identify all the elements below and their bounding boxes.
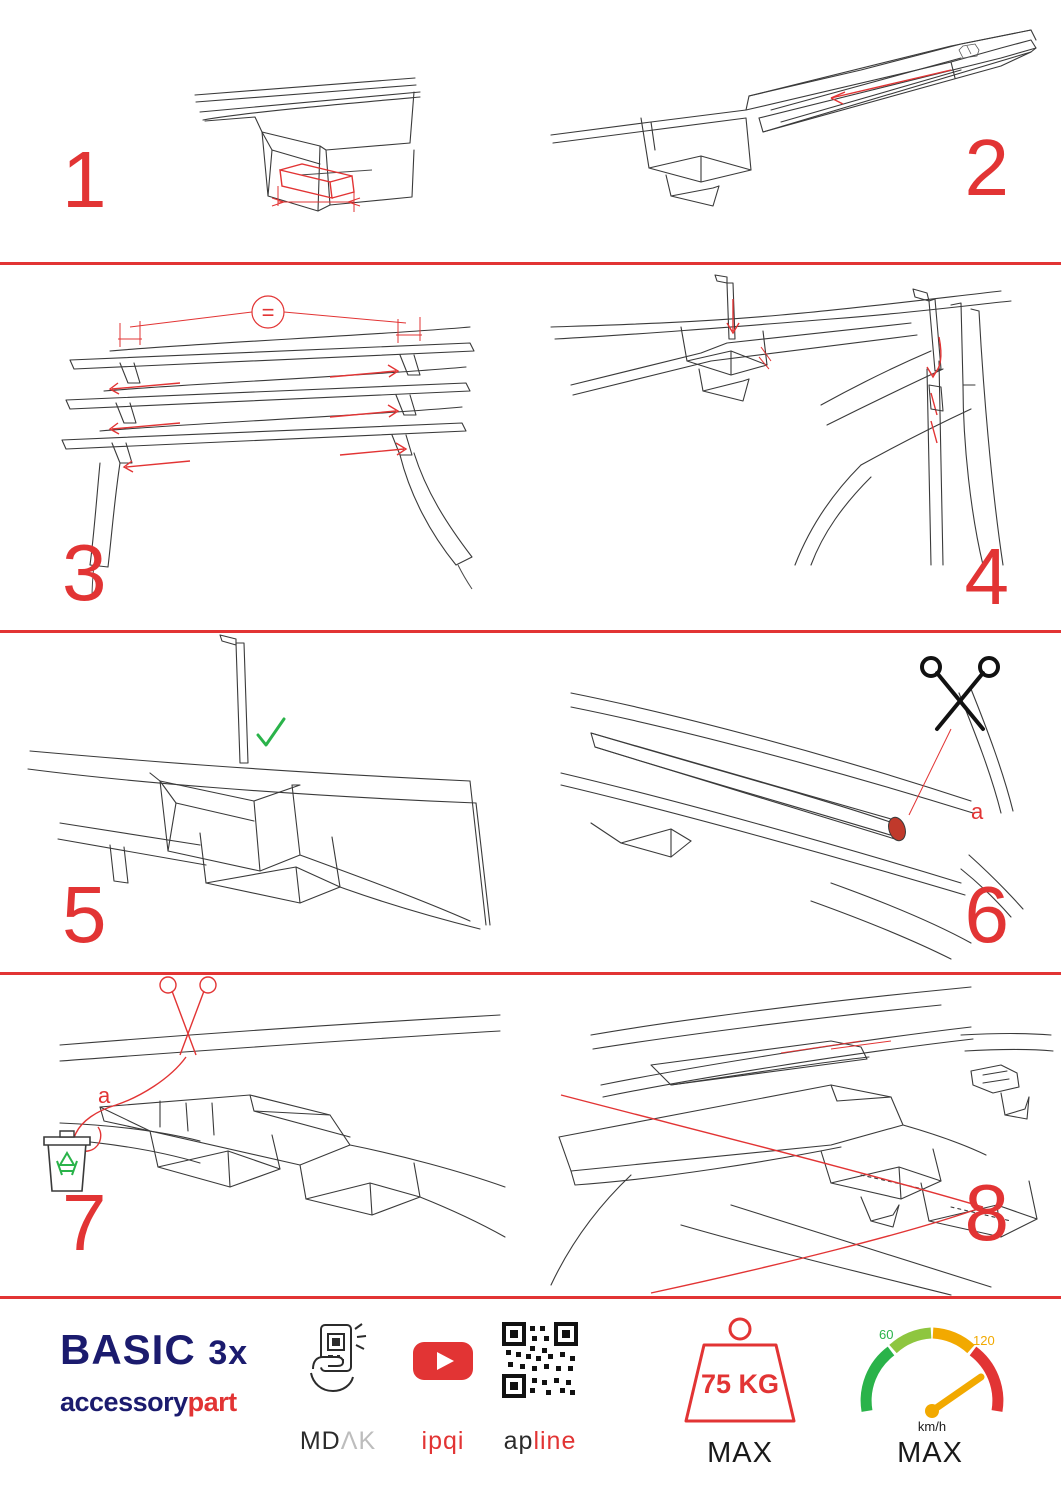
logo-mdak-label-accent: ΛK: [340, 1427, 377, 1455]
step-row-4: [0, 975, 1061, 1296]
brand-name: [60, 1389, 290, 1416]
logo-mdak-label: [283, 1429, 393, 1454]
part-label-a-7: a: [98, 1083, 111, 1108]
step-number-7: 7: [62, 1178, 107, 1267]
dial-max-label: 120: [973, 1333, 995, 1348]
scissors-icon-red: [160, 977, 216, 1055]
scissors-icon: [922, 658, 998, 729]
weight-icon: [660, 1315, 820, 1435]
speed-unit-label: km/h: [917, 1419, 947, 1434]
speedometer-icon: [845, 1315, 1015, 1435]
max-load-value: 75 KG: [700, 1369, 780, 1399]
step-4-panel: [531, 265, 1061, 630]
max-speed-caption: MAX: [897, 1437, 963, 1469]
max-speed-block: [845, 1315, 1015, 1469]
brand-block: [60, 1326, 290, 1417]
step-2-panel: [531, 0, 1061, 262]
check-icon: [258, 719, 284, 745]
step-number-4: 4: [964, 532, 1009, 621]
brand-model: [60, 1326, 290, 1373]
step-number-5: 5: [62, 870, 107, 959]
logo-apline-label: [480, 1429, 600, 1454]
logo-apline-label-accent: line: [533, 1427, 577, 1455]
youtube-play-icon[interactable]: [398, 1321, 488, 1399]
step-3-panel: [0, 265, 530, 630]
logo-ipqi: [398, 1321, 488, 1455]
step-number-3: 3: [62, 528, 107, 617]
brand-model-qty: 3x: [208, 1334, 249, 1372]
qr-code-icon: [480, 1321, 600, 1399]
step-1-panel: [0, 0, 530, 262]
max-load-caption: MAX: [707, 1437, 773, 1469]
step-7-panel: [0, 975, 530, 1296]
step-number-2: 2: [964, 123, 1009, 212]
brand-model-name: BASIC: [60, 1326, 196, 1373]
step-5-panel: [0, 633, 530, 972]
step-row-1: [0, 0, 1061, 262]
step-number-6: 6: [964, 870, 1009, 959]
brand-name-second: part: [187, 1387, 237, 1417]
logo-mdak-label-main: MD: [299, 1427, 341, 1455]
part-label-a: a: [971, 799, 984, 824]
footer: [0, 1299, 1061, 1500]
step-row-2: [0, 265, 1061, 630]
hand-holding-phone-qr-icon: [283, 1321, 393, 1399]
step-8-panel: [531, 975, 1061, 1296]
logo-apline-label-main: ap: [503, 1427, 534, 1455]
max-load-block: [660, 1315, 820, 1469]
step-row-3: [0, 633, 1061, 972]
step-number-1: 1: [62, 135, 107, 224]
brand-name-first: accessory: [60, 1387, 188, 1417]
logo-ipqi-label: ipqi: [421, 1427, 465, 1455]
dial-min-label: 60: [879, 1327, 894, 1342]
logo-mdak: [283, 1321, 393, 1455]
step-6-panel: [531, 633, 1061, 972]
step-number-8: 8: [964, 1168, 1009, 1257]
equal-symbol: =: [261, 300, 275, 325]
logo-apline: [480, 1321, 600, 1455]
